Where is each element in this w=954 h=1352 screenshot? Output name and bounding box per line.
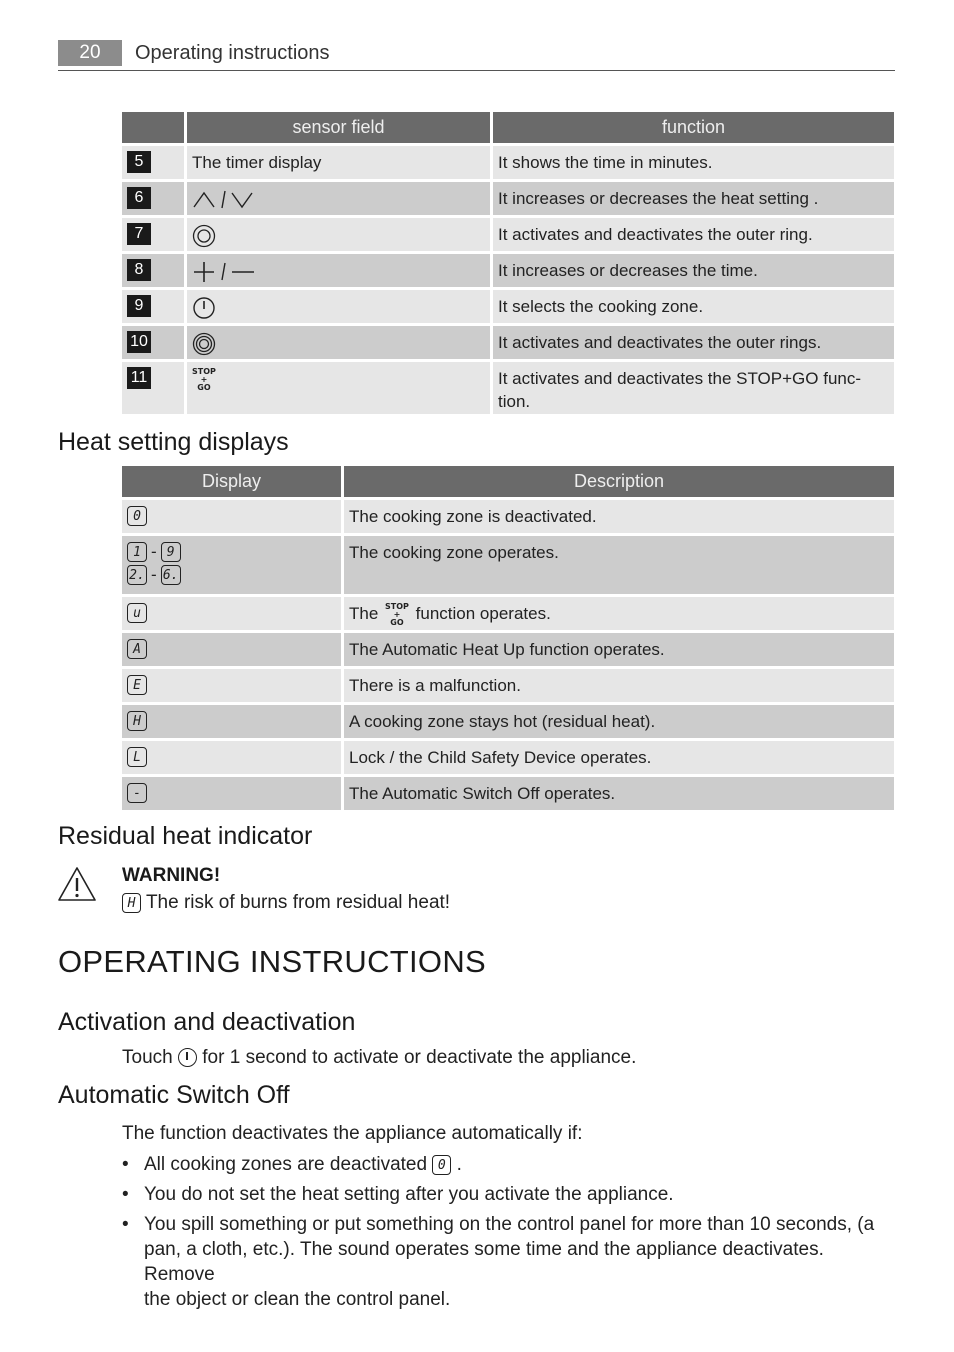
warning-text: The risk of burns from residual heat! (145, 892, 451, 913)
table-row (122, 536, 894, 594)
sensor-field-text: The timer display (192, 153, 322, 172)
display-symbol: 0 (432, 1155, 451, 1175)
activation-title: Activation and deactivation (58, 1008, 356, 1036)
header-display: Display (122, 466, 341, 497)
table-row (122, 218, 894, 251)
heat-setting-title: Heat setting displays (58, 428, 289, 456)
header-description: Description (344, 466, 894, 497)
go-label: GO (197, 383, 211, 392)
sensor-table (119, 109, 897, 417)
list-item: • All cooking zones are deactivated 0 . (122, 1154, 462, 1175)
warning-label: WARNING! (122, 865, 221, 886)
running-title: Operating instructions (135, 42, 330, 64)
row-number: 9 (127, 295, 151, 317)
stop-go-icon (192, 362, 490, 393)
table-row (122, 741, 894, 774)
sensor-table-header (122, 112, 894, 143)
display-symbol: A (127, 639, 147, 659)
table-row (122, 362, 894, 414)
display-symbol: 1 (127, 542, 147, 562)
description-text-pre: The (349, 604, 379, 623)
plus-label: + (200, 375, 208, 384)
table-row (122, 290, 894, 323)
header-function: function (493, 112, 894, 143)
function-text: It increases or decreases the heat setting . (498, 189, 819, 208)
stop-go-icon: STOP + GO (385, 601, 409, 627)
range-separator: - (151, 541, 157, 561)
zone-select-icon (192, 290, 490, 321)
auto-off-intro: The function deactivates the appliance automatically if: (122, 1123, 583, 1144)
description-text-post: function operates. (415, 604, 551, 623)
function-text-line2: tion. (498, 392, 531, 411)
auto-off-title: Automatic Switch Off (58, 1081, 290, 1109)
table-row (122, 146, 894, 179)
function-text-line1: It activates and deactivates the STOP+GO func- (498, 369, 862, 388)
display-symbol: E (127, 675, 147, 695)
description-text: The Automatic Heat Up function operates. (349, 640, 665, 659)
heat-setting-table (119, 463, 897, 813)
table-row (122, 597, 894, 630)
main-title: OPERATING INSTRUCTIONS (58, 944, 486, 979)
table-row (122, 705, 894, 738)
row-number: 11 (127, 367, 151, 389)
stop-label: STOP (192, 367, 216, 376)
description-text: The cooking zone is deactivated. (349, 507, 597, 526)
list-item: • You spill something or put something on the control panel for more than 10 seconds, (a pan, a cloth, etc.). The sound operates some time and the appliance deactivates. Remove the object or clean the control panel. (122, 1214, 875, 1310)
table-row (122, 326, 894, 359)
display-symbol: 9 (161, 542, 181, 562)
function-text: It selects the cooking zone. (498, 297, 704, 316)
function-text: It shows the time in minutes. (498, 153, 713, 172)
header-sensor-field: sensor field (187, 112, 490, 143)
header-num (122, 112, 184, 143)
function-text: It activates and deactivates the outer ring. (498, 225, 813, 244)
display-symbol: - (127, 783, 147, 803)
row-number: 7 (127, 223, 151, 245)
description-text: Lock / the Child Safety Device operates. (349, 748, 652, 767)
warning-line (122, 890, 450, 916)
header-rule (58, 70, 895, 71)
row-number: 6 (127, 187, 151, 209)
display-symbol: 2. (127, 565, 147, 585)
residual-heat-symbol: H (122, 893, 141, 913)
display-symbol: 6. (161, 565, 181, 585)
display-symbol: u (127, 603, 147, 623)
table-row (122, 777, 894, 810)
warning-icon (57, 866, 97, 907)
plus-minus-icon (192, 254, 490, 285)
function-text: It increases or decreases the time. (498, 261, 758, 280)
power-icon (178, 1048, 197, 1067)
heat-table-header (122, 466, 894, 497)
activation-text: Touch for 1 second to activate or deactivate the appliance. (122, 1047, 637, 1068)
row-number: 5 (127, 151, 151, 173)
description-text: A cooking zone stays hot (residual heat). (349, 712, 656, 731)
outer-rings-icon (192, 326, 490, 357)
row-number: 8 (127, 259, 151, 281)
row-number: 10 (127, 331, 151, 353)
residual-heat-title: Residual heat indicator (58, 822, 313, 850)
page-number: 20 (58, 40, 122, 66)
description-text: The Automatic Switch Off operates. (349, 784, 616, 803)
display-symbol: L (127, 747, 147, 767)
display-symbol: 0 (127, 506, 147, 526)
table-row (122, 669, 894, 702)
description-text: The cooking zone operates. (349, 543, 559, 562)
function-text: It activates and deactivates the outer rings. (498, 333, 822, 352)
display-symbol: H (127, 711, 147, 731)
range-separator: - (151, 565, 157, 585)
table-row (122, 500, 894, 533)
table-row (122, 182, 894, 215)
list-item: • You do not set the heat setting after you activate the appliance. (122, 1184, 674, 1205)
table-row (122, 254, 894, 287)
outer-ring-icon (192, 218, 490, 249)
table-row (122, 633, 894, 666)
up-down-arrows-icon (192, 182, 490, 213)
description-text: There is a malfunction. (349, 676, 521, 695)
